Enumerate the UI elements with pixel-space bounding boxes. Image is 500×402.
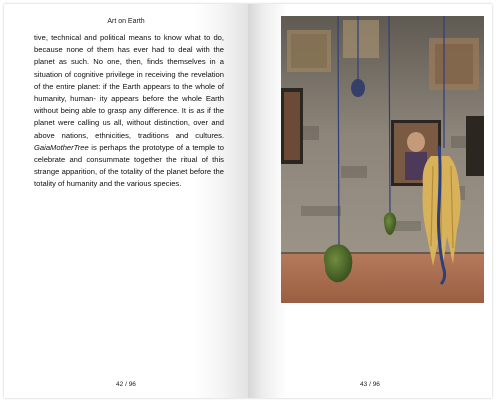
text-line: various species. [126, 179, 182, 189]
fresco-top-middle [343, 20, 379, 58]
artwork-title: GaiaMotherTree [34, 142, 89, 152]
text-line: the planet before the totality of humanity and the [34, 167, 224, 189]
text-line: temple to celebrate and consummate together the [34, 142, 224, 165]
text-line: were calling us all, without distinction, over and [57, 118, 224, 128]
running-head: Art on Earth [107, 18, 145, 25]
installation-photo [281, 16, 484, 303]
book-spread [4, 4, 492, 398]
text-line: ritual of this strange apparition, of the totality of [34, 155, 224, 177]
text-line: themselves in a situation of cognitive privilege in [34, 57, 225, 79]
left-page-number: 42 / 96 [116, 381, 136, 388]
text-line: able to grasp any difference. It is as if the planet [34, 106, 224, 128]
text-line: ity appears before the whole Earth without being [34, 94, 224, 116]
body-text [34, 32, 224, 191]
text-line: above nations, ethnicities, traditions and cultures. [34, 130, 224, 140]
wooden-floor [281, 253, 484, 303]
pod-upper [351, 79, 365, 97]
text-line: tive, technical and political means to know what [34, 33, 201, 42]
text-line: deal with the planet as such. No one, then, finds [34, 45, 224, 67]
text-line: receiving the revelation of the entire planet: if the [34, 69, 224, 91]
photo-illustration [281, 16, 484, 303]
painting-right [466, 116, 484, 176]
text-line: is perhaps the prototype of a [88, 142, 190, 152]
text-line: to do, because none of them has ever had to [34, 33, 225, 55]
left-page [4, 4, 248, 398]
right-page-number: 43 / 96 [360, 381, 380, 388]
right-page [248, 4, 492, 398]
text-line: Earth appears to the whole of humanity, human- [34, 81, 224, 104]
